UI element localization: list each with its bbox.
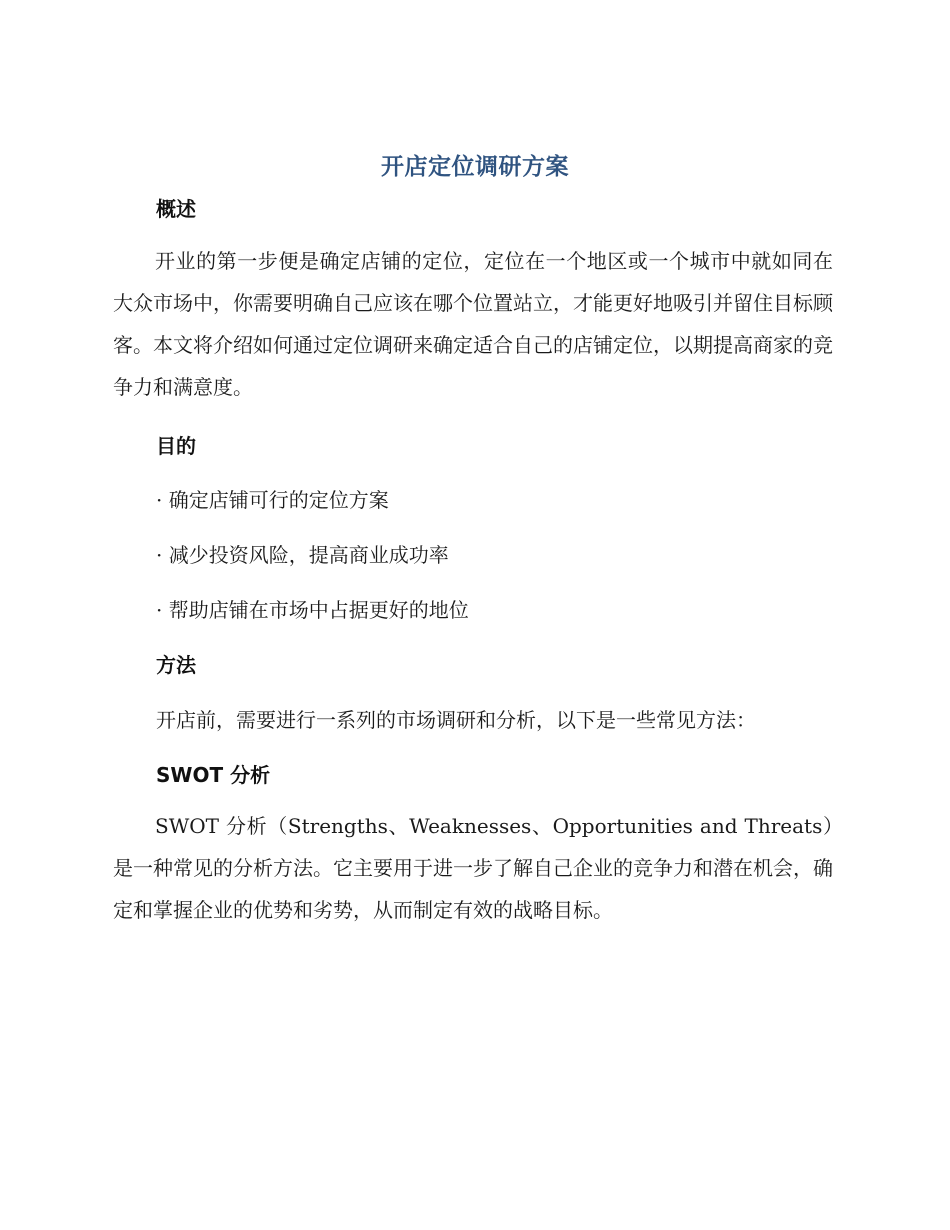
section-heading-swot: SWOT 分析 (156, 763, 271, 787)
section-heading-overview: 概述 (156, 197, 196, 221)
purpose-bullet-item: · 帮助店铺在市场中占据更好的地位 (156, 598, 469, 622)
section-heading-method: 方法 (156, 653, 196, 677)
purpose-bullet-item: · 减少投资风险，提高商业成功率 (156, 543, 449, 567)
document-title: 开店定位调研方案 (381, 154, 569, 180)
section-heading-purpose: 目的 (156, 434, 196, 458)
method-intro: 开店前，需要进行一系列的市场调研和分析，以下是一些常见方法： (156, 708, 756, 732)
overview-paragraph: 开业的第一步便是确定店铺的定位，定位在一个地区或一个城市中就如同在大众市场中，你需要明确自己应该在哪个位置站立，才能更好地吸引并留住目标顾客。本文将介绍如何通过定位调研来确定适合自己的店铺定位，以期提高商家的竞争力和满意度。 (113, 249, 833, 399)
swot-paragraph: SWOT 分析（Strengths、Weaknesses、Opportunities and Threats）是一种常见的分析方法。它主要用于进一步了解自己企业的竞争力和潜在机会，确定和掌握企业的优势和劣势，从而制定有效的战略目标。 (113, 814, 833, 922)
purpose-bullet-item: · 确定店铺可行的定位方案 (156, 488, 389, 512)
